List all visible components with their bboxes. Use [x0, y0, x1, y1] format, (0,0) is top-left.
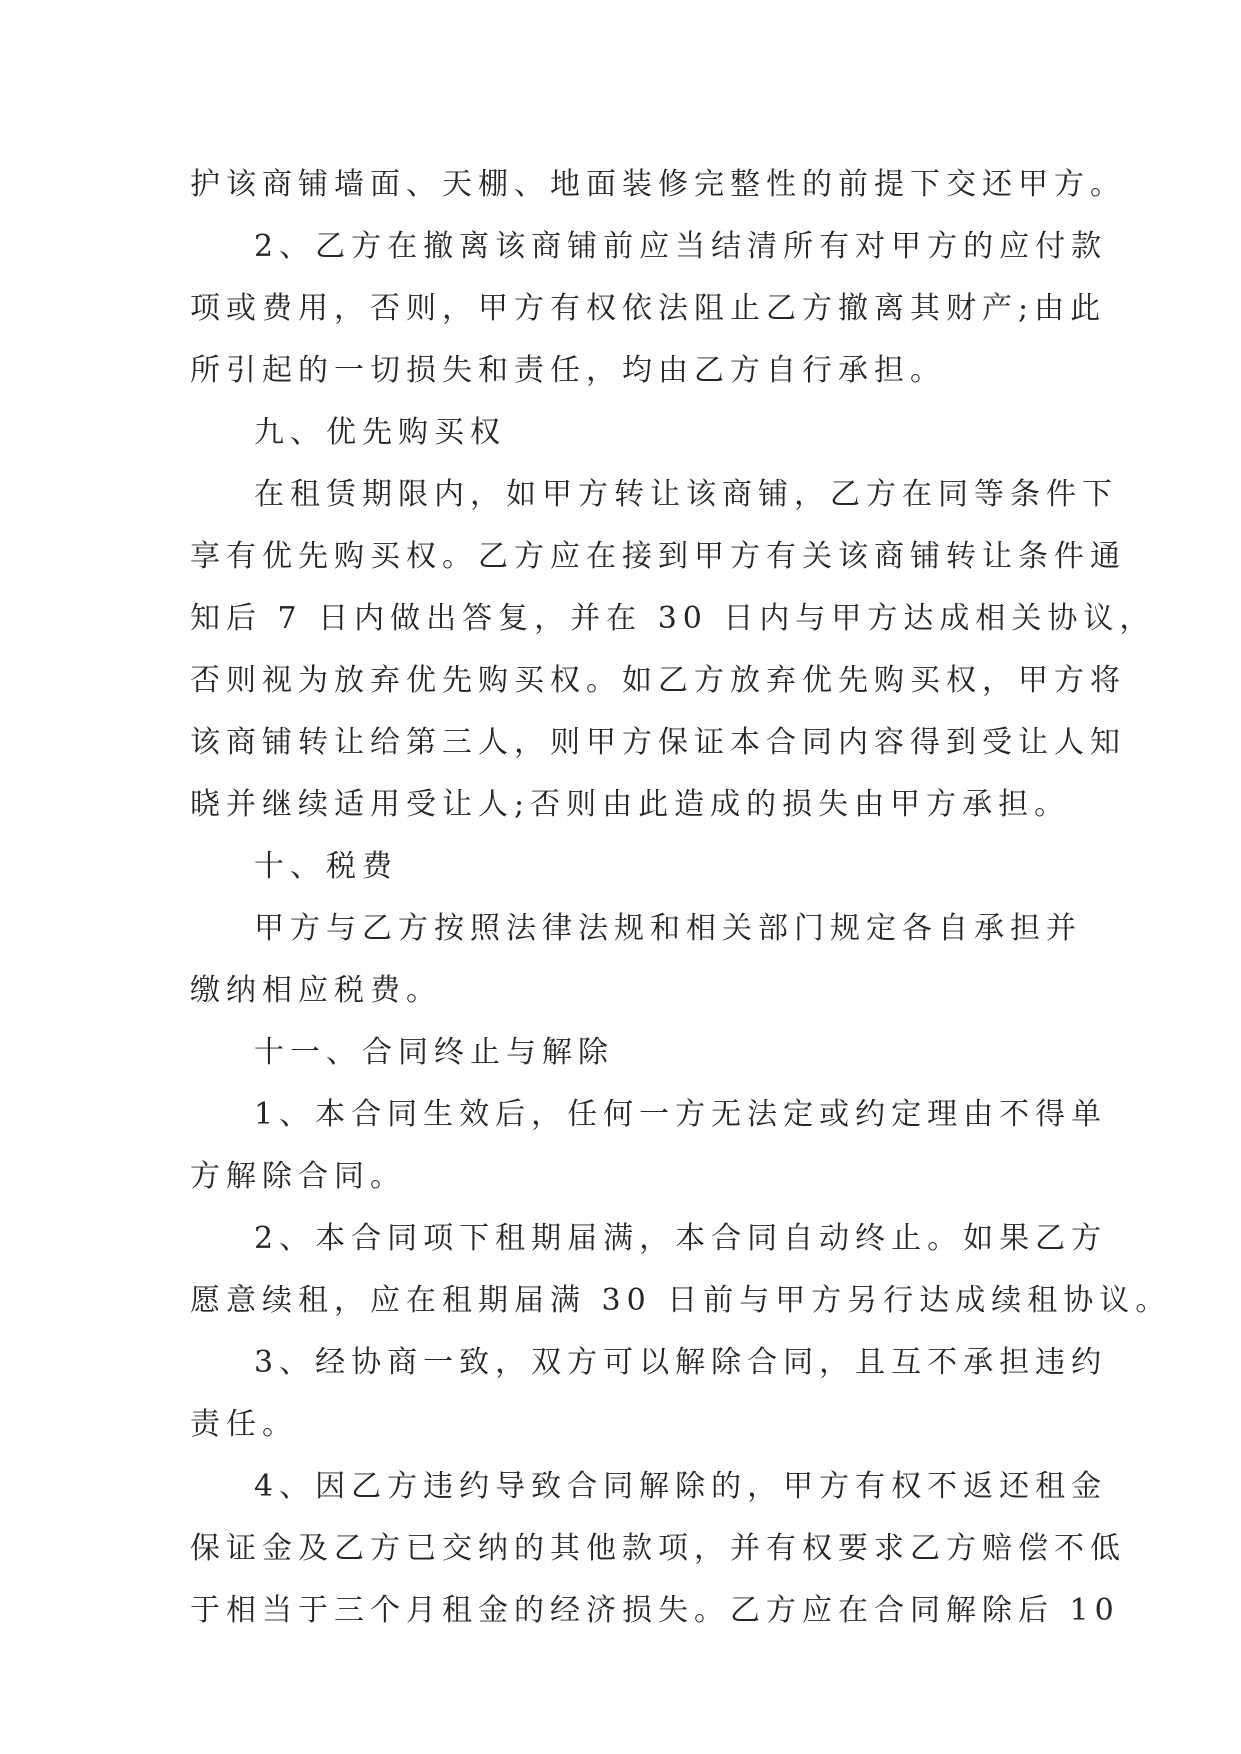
text-line: 护该商铺墙面、天棚、地面装修完整性的前提下交还甲方。 — [190, 167, 1126, 202]
section-heading: 九、优先购买权 — [254, 415, 506, 450]
text-line: 享有优先购买权。乙方应在接到甲方有关该商铺转让条件通 — [190, 539, 1126, 574]
text-line: 在租赁期限内，如甲方转让该商铺，乙方在同等条件下 — [254, 477, 1118, 512]
document-body — [190, 154, 1172, 1642]
text-line: 愿意续租，应在租期届满 30 日前与甲方另行达成续租协议。 — [190, 1283, 1172, 1318]
text-line: 否则视为放弃优先购买权。如乙方放弃优先购买权，甲方将 — [190, 663, 1126, 698]
text-line: 晓并继续适用受让人;否则由此造成的损失由甲方承担。 — [190, 787, 1071, 822]
text-line: 责任。 — [190, 1407, 298, 1442]
text-line: 2、乙方在撤离该商铺前应当结清所有对甲方的应付款 — [254, 229, 1108, 264]
text-line: 2、本合同项下租期届满，本合同自动终止。如果乙方 — [254, 1221, 1108, 1256]
section-heading: 十、税费 — [254, 849, 398, 884]
text-line: 所引起的一切损失和责任，均由乙方自行承担。 — [190, 353, 946, 388]
text-line: 于相当于三个月租金的经济损失。乙方应在合同解除后 10 — [190, 1593, 1120, 1628]
text-line: 3、经协商一致，双方可以解除合同，且互不承担违约 — [254, 1345, 1108, 1380]
text-line: 保证金及乙方已交纳的其他款项，并有权要求乙方赔偿不低 — [190, 1531, 1126, 1566]
text-line: 1、本合同生效后，任何一方无法定或约定理由不得单 — [254, 1097, 1108, 1132]
text-line: 项或费用，否则，甲方有权依法阻止乙方撤离其财产;由此 — [190, 291, 1107, 326]
text-line: 该商铺转让给第三人，则甲方保证本合同内容得到受让人知 — [190, 725, 1126, 760]
text-line: 甲方与乙方按照法律法规和相关部门规定各自承担并 — [254, 911, 1082, 946]
text-line: 知后 7 日内做出答复，并在 30 日内与甲方达成相关协议， — [190, 601, 1156, 636]
section-heading: 十一、合同终止与解除 — [254, 1035, 614, 1070]
text-line: 缴纳相应税费。 — [190, 973, 442, 1008]
text-line: 4、因乙方违约导致合同解除的，甲方有权不返还租金 — [254, 1469, 1108, 1504]
text-line: 方解除合同。 — [190, 1159, 406, 1194]
